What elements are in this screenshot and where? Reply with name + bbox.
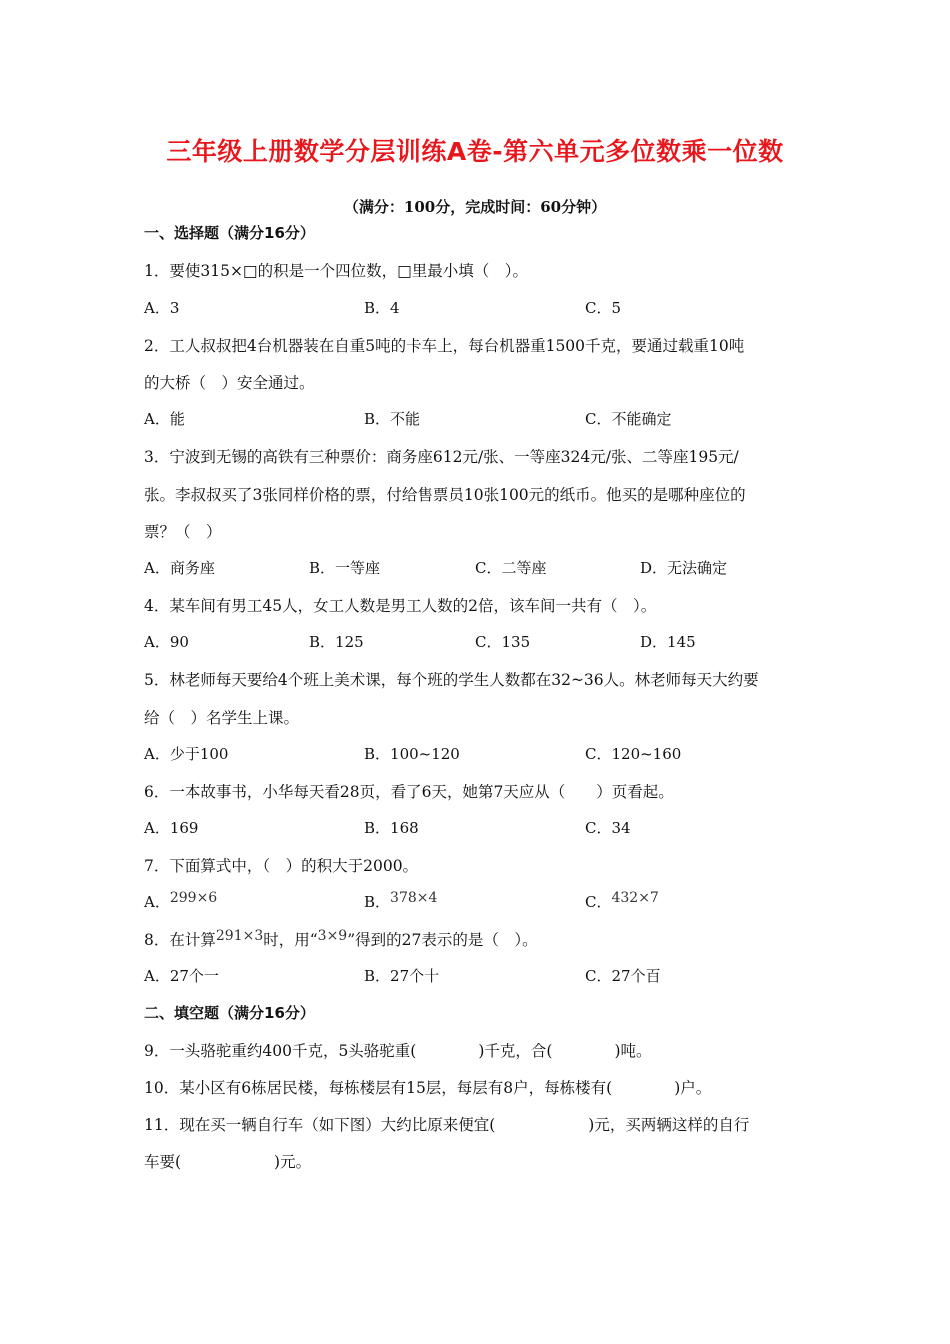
q7-option-c — [585, 891, 659, 912]
q7-option-b-letter: B． — [364, 893, 391, 911]
q7-option-b — [364, 891, 437, 912]
question-8 — [144, 928, 538, 950]
question-3-line-2: 张。李叔叔买了3张同样价格的票，付给售票员10张100元的纸币。他买的是哪种座位的 — [144, 486, 746, 504]
section-heading-choice: 一、选择题（满分16分） — [144, 224, 315, 242]
q8-expression-2: 3×9 — [317, 928, 348, 944]
q4-option-c: C．135 — [475, 633, 531, 651]
q4-option-a: A．90 — [144, 633, 189, 651]
question-9: 9．一头骆驼重约400千克，5头骆驼重( )千克，合( )吨。 — [144, 1042, 652, 1060]
q5-option-c: C．120~160 — [585, 745, 682, 763]
q2-option-b: B．不能 — [364, 410, 421, 428]
q2-option-a: A．能 — [144, 410, 185, 428]
question-3-line-1: 3．宁波到无锡的高铁有三种票价：商务座612元/张、一等座324元/张、二等座195元/ — [144, 448, 739, 466]
q8-option-b: B．27个十 — [364, 967, 440, 985]
q7-option-c-letter: C． — [585, 893, 612, 911]
q8-option-a: A．27个一 — [144, 967, 219, 985]
question-2-line-2: 的大桥（ ）安全通过。 — [144, 374, 315, 392]
question-7: 7．下面算式中，（ ）的积大于2000。 — [144, 857, 419, 875]
q6-option-a: A．169 — [144, 819, 199, 837]
question-11-line-1: 11．现在买一辆自行车（如下图）大约比原来便宜( )元，买两辆这样的自行 — [144, 1116, 750, 1134]
q4-option-d: D．145 — [640, 633, 696, 651]
q8-text-pre: 8．在计算 — [144, 931, 216, 949]
q5-option-b: B．100~120 — [364, 745, 460, 763]
question-2-line-1: 2．工人叔叔把4台机器装在自重5吨的卡车上，每台机器重1500千克，要通过载重10吨 — [144, 337, 745, 355]
page-subtitle: （满分：100分，完成时间：60分钟） — [343, 198, 607, 216]
q8-text-mid: 时，用“ — [263, 931, 318, 949]
q6-option-b: B．168 — [364, 819, 419, 837]
question-3-line-3: 票？（ ） — [144, 523, 222, 541]
q7-option-a-expression: 299×6 — [169, 890, 218, 906]
question-10: 10．某小区有6栋居民楼，每栋楼层有15层，每层有8户，每栋楼有( )户。 — [144, 1079, 712, 1097]
q1-option-c: C．5 — [585, 299, 622, 317]
q3-option-c: C．二等座 — [475, 559, 547, 577]
section-heading-fill-blank: 二、填空题（满分16分） — [144, 1004, 315, 1022]
q3-option-a: A．商务座 — [144, 559, 215, 577]
q3-option-b: B．一等座 — [309, 559, 381, 577]
question-1: 1．要使315×□的积是一个四位数，□里最小填（ ）。 — [144, 262, 528, 280]
question-11-line-2: 车要( )元。 — [144, 1153, 312, 1171]
q1-option-a: A．3 — [144, 299, 180, 317]
q8-text-post: ”得到的27表示的是（ ）。 — [347, 931, 538, 949]
q8-expression: 291×3 — [215, 928, 264, 944]
q7-option-a-letter: A． — [144, 893, 170, 911]
question-4: 4．某车间有男工45人，女工人数是男工人数的2倍，该车间一共有（ ）。 — [144, 597, 657, 615]
q4-option-b: B．125 — [309, 633, 364, 651]
page-title: 三年级上册数学分层训练A卷-第六单元多位数乘一位数 — [166, 137, 784, 166]
q6-option-c: C．34 — [585, 819, 631, 837]
question-5-line-1: 5．林老师每天要给4个班上美术课，每个班的学生人数都在32~36人。林老师每天大约要 — [144, 671, 759, 689]
q1-option-b: B．4 — [364, 299, 400, 317]
q5-option-a: A．少于100 — [144, 745, 229, 763]
question-5-line-2: 给（ ）名学生上课。 — [144, 709, 300, 727]
q8-option-c: C．27个百 — [585, 967, 661, 985]
q7-option-a — [144, 891, 217, 912]
q7-option-c-expression: 432×7 — [611, 890, 659, 906]
q2-option-c: C．不能确定 — [585, 410, 672, 428]
question-6: 6．一本故事书，小华每天看28页，看了6天，她第7天应从（ ）页看起。 — [144, 783, 674, 801]
q3-option-d: D．无法确定 — [640, 559, 728, 577]
q7-option-b-expression: 378×4 — [390, 890, 438, 906]
